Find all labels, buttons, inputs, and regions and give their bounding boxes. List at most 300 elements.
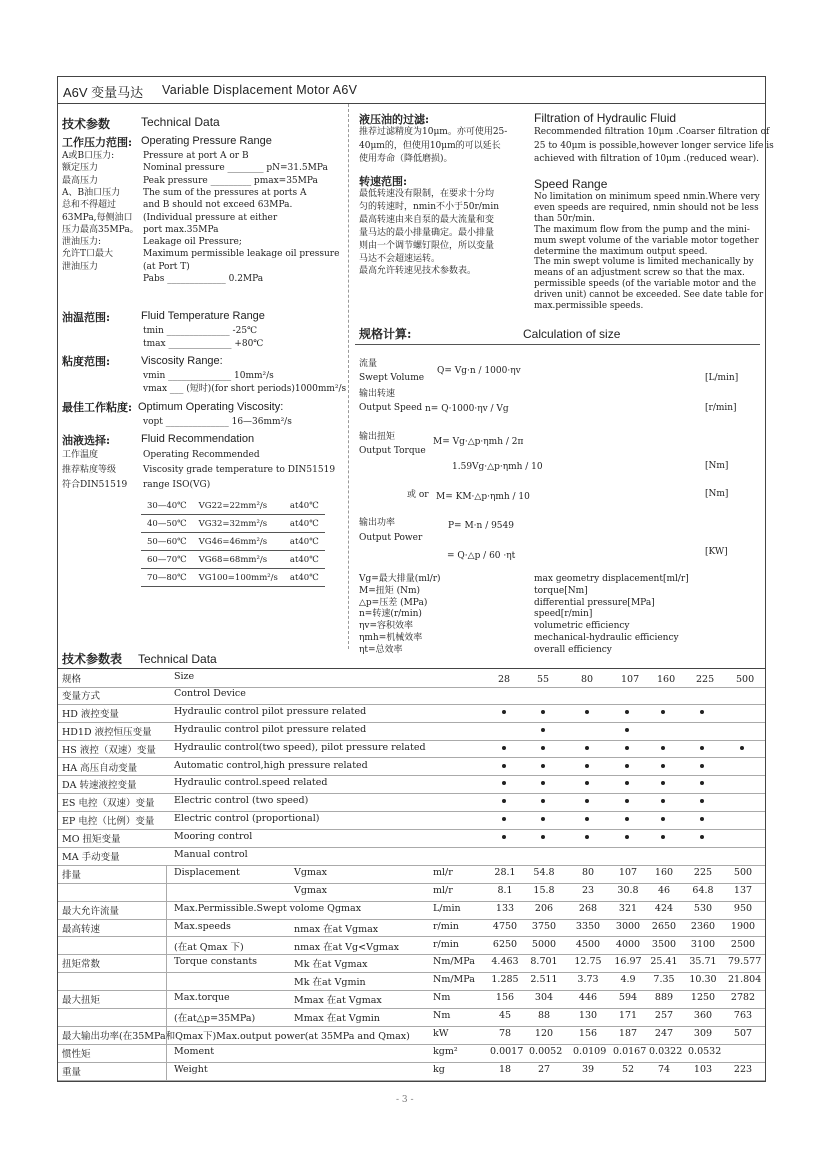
table-title-en: Technical Data [138, 652, 217, 666]
size-value: 500 [736, 674, 755, 685]
visc-line: vmin ______________ 10mm²/s [143, 371, 274, 381]
data-value: 0.0532 [688, 1045, 722, 1057]
fluid-cn-line: 符合DIN51519 [62, 480, 128, 490]
availability-dot [740, 746, 744, 750]
row-label-cn: 最高转速 [62, 923, 101, 935]
data-value: 360 [693, 1010, 713, 1022]
fluid-cn-line: 工作温度 [62, 450, 99, 460]
row-label-en: Max.torque [174, 992, 230, 1004]
row-label-cn: 规格 [62, 674, 82, 685]
data-value: 30.8 [617, 884, 639, 896]
data-value: 5000 [531, 938, 557, 950]
data-value: 107 [618, 866, 638, 878]
filt-cn-line: 使用寿命（降低磨损)。 [359, 154, 453, 164]
viscosity-row [141, 497, 325, 515]
legend-symbol: ηv=容积效率 [359, 621, 414, 632]
pressure-cn-line: 63MPa,每侧油口 [62, 212, 133, 223]
legend-description: speed[r/min] [534, 609, 593, 620]
table-divider [166, 972, 167, 990]
data-value: 4750 [492, 920, 518, 932]
row-label-cn: HD 液控变量 [62, 708, 119, 720]
viscosity-row [141, 515, 325, 533]
row-label-cn: 最大允许流量 [62, 905, 120, 917]
viscosity-row [141, 569, 325, 587]
speed-cn-line: 马达不会超速运转。 [359, 253, 441, 264]
speed-cn-line: 则由一个调节螺钉限位，所以变量 [359, 240, 495, 251]
legend-symbol: n=转速(r/min) [359, 609, 422, 620]
viscosity-cell: 40—50℃ [141, 515, 193, 533]
data-value: 247 [654, 1028, 674, 1039]
pressure-en-line: and B should not exceed 63MPa. [143, 200, 293, 211]
table-divider [166, 919, 167, 937]
availability-dot [661, 746, 665, 750]
data-value: 4000 [615, 938, 641, 950]
table-row [58, 758, 765, 777]
availability-dot [541, 817, 545, 821]
pressure-cn-line: 额定压力 [62, 163, 99, 174]
availability-dot [541, 764, 545, 768]
calc-torque-unit2: [Nm] [705, 489, 729, 499]
availability-dot [502, 746, 506, 750]
row-unit: ml/r [433, 884, 453, 896]
viscosity-cell: at40℃ [284, 533, 325, 551]
data-value: 6250 [492, 938, 518, 950]
row-symbol: Vgmax [294, 866, 327, 878]
pressure-en-line: Nominal pressure ________ pN=31.5MPa [143, 163, 328, 174]
data-value: 206 [534, 902, 554, 914]
availability-dot [700, 764, 704, 768]
availability-dot [502, 764, 506, 768]
table-row [58, 901, 765, 920]
size-value: 107 [621, 674, 640, 685]
header-title-en: Variable Displacement Motor A6V [162, 83, 358, 97]
viscosity-cell: 50—60℃ [141, 533, 193, 551]
filt-en-line: achieved with filtration of 10μm .(reduced wear). [534, 154, 759, 164]
table-divider [166, 883, 167, 901]
legend-description: mechanical-hydraulic efficiency [534, 633, 679, 643]
row-unit: kW [433, 1028, 449, 1039]
viscosity-row [141, 551, 325, 569]
availability-dot [661, 799, 665, 803]
table-divider [166, 901, 167, 919]
pressure-en-line: The sum of the pressures at ports A [143, 187, 307, 198]
availability-dot [541, 746, 545, 750]
data-value: 39 [581, 1063, 595, 1075]
speed-cn-line: 最高转速由来自泵的最大流量和变 [359, 214, 495, 225]
pressure-en-line: Peak pressure _________ pmax=35MPa [143, 175, 318, 186]
row-symbol: nmax 在at Vg<Vgmax [294, 941, 400, 953]
availability-dot [625, 799, 629, 803]
availability-dot [502, 835, 506, 839]
calc-en: Calculation of size [523, 327, 621, 341]
row-label-en: Hydraulic control pilot pressure related [174, 705, 367, 717]
availability-dot [661, 817, 665, 821]
table-divider [166, 865, 167, 883]
table-row [58, 1062, 765, 1081]
calc-divider [355, 344, 760, 345]
availability-dot [661, 710, 665, 714]
data-value: 424 [654, 902, 674, 914]
table-row [58, 793, 765, 812]
data-value: 257 [654, 1010, 674, 1022]
data-value: 54.8 [533, 866, 555, 878]
fluid-en-line: range ISO(VG) [143, 480, 211, 490]
calc-torque-formula1: M= Vg·△p·ηmh / 2π [433, 437, 524, 447]
legend-description: overall efficiency [534, 644, 612, 655]
table-row [58, 775, 765, 794]
speed-cn: 转速范围: [359, 175, 408, 188]
data-value: 7.35 [653, 974, 675, 986]
pressure-cn-line: A、B油口压力 [62, 187, 121, 198]
calc-power-en: Output Power [359, 533, 423, 543]
data-value: 15.8 [533, 884, 555, 896]
data-value: 52 [621, 1063, 635, 1075]
data-value: 309 [693, 1028, 713, 1039]
pressure-en: Operating Pressure Range [141, 135, 272, 147]
availability-dot [625, 710, 629, 714]
temp-cn: 油温范围: [62, 311, 111, 324]
data-value: 950 [733, 902, 753, 914]
speed-en-line: permissible speeds (of the variable motor and the [534, 279, 757, 290]
table-row [58, 704, 765, 723]
data-value: 4500 [575, 938, 601, 950]
viscosity-cell: 70—80℃ [141, 569, 193, 587]
temp-line: tmax ______________ +80℃ [143, 339, 264, 349]
legend-description: torque[Nm] [534, 585, 588, 596]
pressure-cn-line: 泄油压力 [62, 261, 99, 272]
row-symbol: Vgmax [294, 884, 327, 896]
data-value: 0.0322 [649, 1045, 683, 1057]
data-value: 3350 [575, 920, 601, 932]
table-row [58, 865, 765, 884]
calc-torque-formula2: 1.59Vg·△p·ηmh / 10 [452, 462, 543, 472]
calc-power-cn: 输出功率 [359, 518, 396, 528]
table-title-cn: 技术参数表 [62, 652, 123, 666]
calc-flow-cn: 流量 [359, 359, 378, 369]
data-value: 74 [657, 1063, 671, 1075]
data-value: 2360 [690, 920, 716, 932]
calc-flow-en: Swept Volume [359, 373, 425, 383]
calc-flow-unit: [L/min] [705, 373, 739, 383]
viscosity-cell: 60—70℃ [141, 551, 193, 569]
row-label-en: Torque constants [174, 956, 258, 968]
row-label-en: Moment [174, 1045, 215, 1057]
availability-dot [625, 746, 629, 750]
row-symbol: Mk 在at Vgmax [294, 959, 368, 971]
data-value: 763 [733, 1010, 753, 1022]
calc-torque-cn: 输出扭矩 [359, 432, 396, 442]
opt-cn: 最佳工作粘度: [62, 401, 133, 414]
speed-en-line: The min swept volume is limited mechanically by [534, 257, 754, 268]
availability-dot [625, 835, 629, 839]
row-label-en: Displacement [174, 866, 240, 878]
table-row [58, 883, 765, 902]
row-label-cn: DA 转速液控变量 [62, 780, 137, 792]
opt-en: Optimum Operating Viscosity: [138, 401, 284, 413]
data-value: 304 [534, 992, 554, 1004]
data-value: 446 [578, 992, 598, 1004]
row-unit: Nm [433, 992, 451, 1004]
availability-dot [661, 764, 665, 768]
table-row [58, 990, 765, 1009]
row-label-en: Automatic control,high pressure related [174, 759, 368, 771]
row-label-en: Weight [174, 1063, 208, 1075]
legend-symbol: M=扭矩 (Nm) [359, 585, 421, 596]
filt-cn-line: 推荐过滤精度为10μm。亦可使用25- [359, 127, 508, 137]
availability-dot [502, 799, 506, 803]
availability-dot [502, 817, 506, 821]
data-value: 171 [618, 1010, 638, 1022]
row-label-cn: HS 液控（双速）变量 [62, 744, 156, 756]
data-value: 88 [537, 1010, 551, 1022]
data-value: 45 [498, 1010, 512, 1022]
availability-dot [585, 781, 589, 785]
opt-line: vopt ______________ 16—36mm²/s [143, 417, 292, 427]
table-divider [166, 937, 167, 955]
data-value: 27 [537, 1063, 551, 1075]
viscosity-cell: 30—40℃ [141, 497, 193, 515]
row-label-en: Electric control (two speed) [174, 795, 309, 807]
row-unit: kgm² [433, 1045, 458, 1057]
calc-flow-formula: Q= Vg·n / 1000·ηv [437, 366, 521, 376]
table-divider [166, 954, 167, 972]
data-value: 79.577 [728, 956, 762, 968]
row-symbol: Mk 在at Vgmin [294, 977, 366, 989]
row-unit: r/min [433, 938, 459, 950]
data-value: 1250 [690, 992, 716, 1004]
pressure-cn-line: 泄油压力: [62, 237, 102, 248]
speed-en-line: even speeds are required, nmin should not be less [534, 202, 759, 213]
pressure-en-line: port max.35MPa [143, 224, 219, 235]
pressure-en-line: Pabs _____________ 0.2MPa [143, 274, 264, 284]
table-divider [166, 1062, 167, 1080]
row-unit: Nm/MPa [433, 956, 475, 968]
speed-en-line: No limitation on minimum speed nmin.Where very [534, 192, 760, 202]
pressure-cn-line: 总和不得超过 [62, 200, 117, 211]
calc-speed-cn: 输出转速 [359, 389, 396, 399]
data-value: 160 [654, 866, 674, 878]
row-symbol: Mmax 在at Vgmax [294, 995, 382, 1007]
data-value: 130 [578, 1010, 598, 1022]
row-unit: kg [433, 1063, 445, 1075]
calc-or: 或 or [407, 490, 429, 500]
visc-line: vmax ___ (短时)(for short periods)1000mm²/s [143, 384, 347, 394]
data-value: 3100 [690, 938, 716, 950]
temp-line: tmin ______________ -25℃ [143, 326, 258, 336]
data-value: 8.1 [497, 884, 513, 896]
table-row [58, 1044, 765, 1063]
filt-en-line: 25 to 40μm is possible,however longer service life is [534, 140, 774, 151]
availability-dot [585, 835, 589, 839]
data-value: 223 [733, 1063, 753, 1075]
data-value: 2782 [730, 992, 756, 1004]
row-unit: L/min [433, 902, 461, 914]
table-divider [166, 1044, 167, 1062]
visc-en: Viscosity Range: [141, 355, 223, 367]
data-value: 137 [733, 884, 753, 896]
row-label-en: Max.speeds [174, 920, 231, 932]
row-label-cn: HA 高压自动变量 [62, 762, 138, 774]
data-value: 78 [498, 1028, 512, 1039]
data-value: 156 [495, 992, 515, 1004]
availability-dot [585, 710, 589, 714]
tech-cn: 技术参数 [62, 117, 111, 131]
pressure-cn-line: 最高压力 [62, 175, 99, 186]
data-value: 594 [618, 992, 638, 1004]
table-row [58, 954, 765, 973]
row-label-en: Control Device [174, 687, 246, 699]
data-value: 46 [657, 884, 671, 896]
calc-cn: 规格计算: [359, 327, 412, 341]
availability-dot [700, 817, 704, 821]
availability-dot [700, 710, 704, 714]
data-value: 187 [618, 1028, 638, 1039]
data-value: 889 [654, 992, 674, 1004]
filt-en: Filtration of Hydraulic Fluid [534, 111, 677, 125]
data-value: 3750 [531, 920, 557, 932]
table-row [58, 937, 765, 956]
page-number: - 3 - [396, 1095, 414, 1105]
data-value: 10.30 [689, 974, 717, 986]
data-value: 225 [693, 866, 713, 878]
table-divider [166, 1008, 167, 1026]
row-label-en: Electric control (proportional) [174, 813, 320, 825]
data-value: 3500 [651, 938, 677, 950]
viscosity-cell: VG46=46mm²/s [193, 533, 284, 551]
data-value: 1900 [730, 920, 756, 932]
legend-description: volumetric efficiency [534, 621, 630, 632]
data-value: 321 [618, 902, 638, 914]
filt-cn-line: 40μm的，但使用10μm的可以延长 [359, 140, 501, 151]
row-label-en: Hydraulic control.speed related [174, 777, 328, 789]
data-value: 2500 [730, 938, 756, 950]
data-value: 28.1 [494, 866, 516, 878]
row-label-cn: 重量 [62, 1066, 82, 1078]
row-label-cn: 惯性矩 [62, 1048, 91, 1060]
availability-dot [700, 835, 704, 839]
fluid-cn-line: 推荐粘度等级 [62, 465, 117, 475]
data-value: 507 [733, 1028, 753, 1039]
calc-power-unit: [KW] [705, 547, 728, 557]
availability-dot [661, 835, 665, 839]
viscosity-cell: VG32=32mm²/s [193, 515, 284, 533]
row-label-en: Manual control [174, 849, 248, 860]
row-label-cn: HD1D 液控恒压变量 [62, 726, 152, 738]
row-label-en: Size [174, 671, 195, 682]
availability-dot [625, 728, 629, 732]
fluid-cn: 油液选择: [62, 434, 111, 447]
legend-symbol: Vg=最大排量(ml/r) [359, 574, 441, 584]
data-value: 530 [693, 902, 713, 914]
availability-dot [625, 781, 629, 785]
tech-en: Technical Data [141, 115, 220, 129]
speed-cn-line: 最低转速没有限制，在要求十分均 [359, 189, 495, 199]
availability-dot [700, 746, 704, 750]
fluid-en-line: Viscosity grade temperature to DIN51519 [143, 465, 336, 475]
speed-en-line: means of an adjustment screw so that the max. [534, 268, 745, 279]
table-row [58, 1026, 765, 1045]
data-value: 0.0109 [573, 1045, 607, 1057]
table-row [58, 972, 765, 991]
row-label-en: Hydraulic control pilot pressure related [174, 723, 367, 735]
table-row [58, 811, 765, 830]
row-label-en: Hydraulic control(two speed), pilot pressure related [174, 741, 426, 753]
calc-power-formula1: P= M·n / 9549 [448, 521, 514, 531]
pressure-cn-line: 允许T口最大 [62, 249, 114, 260]
row-label-cn: 最大扭矩 [62, 995, 101, 1007]
data-value: 2.511 [530, 974, 558, 986]
row-label-cn: 排量 [62, 869, 82, 881]
row-label-cn: ES 电控（双速）变量 [62, 798, 155, 810]
data-value: 500 [733, 866, 753, 878]
data-value: 156 [578, 1028, 598, 1039]
availability-dot [700, 781, 704, 785]
calc-power-formula2: = Q·△p / 60 ·ηt [447, 551, 516, 561]
column-divider [348, 104, 349, 649]
speed-en: Speed Range [534, 177, 608, 191]
viscosity-cell: VG22=22mm²/s [193, 497, 284, 515]
filt-en-line: Recommended filtration 10μm .Coarser filtration of [534, 127, 770, 137]
data-value: 12.75 [574, 956, 602, 968]
data-value: 0.0167 [613, 1045, 647, 1057]
row-unit: Nm/MPa [433, 974, 475, 986]
table-row [58, 847, 765, 866]
pressure-cn: 工作压力范围: [62, 136, 133, 149]
speed-en-line: mum swept volume of the variable motor together [534, 235, 759, 246]
data-value: 1.285 [491, 974, 519, 986]
filt-cn: 液压油的过滤: [359, 113, 430, 126]
row-symbol: Mmax 在at Vgmin [294, 1013, 380, 1025]
table-row [58, 919, 765, 938]
pressure-en-line: (Individual pressure at either [143, 212, 278, 223]
header-title-cn: A6V 变量马达 [63, 85, 144, 100]
pressure-en-line: (at Port T) [143, 261, 190, 272]
pressure-cn-line: 压力最高35MPa。 [62, 224, 139, 235]
row-unit: r/min [433, 920, 459, 932]
legend-description: differential pressure[MPa] [534, 597, 655, 608]
data-value: 4.463 [491, 956, 519, 968]
data-value: 4.9 [620, 974, 636, 986]
fluid-en: Fluid Recommendation [141, 433, 255, 445]
availability-dot [541, 799, 545, 803]
availability-dot [585, 799, 589, 803]
calc-torque-formula3: M= KM·△p·ηmh / 10 [436, 492, 530, 502]
row-label-en: (在at Qmax 下) [174, 941, 244, 953]
speed-cn-line: 量马达的最小排量确定。最小排量 [359, 227, 495, 238]
table-row [58, 686, 765, 705]
table-row [58, 722, 765, 741]
data-value: 64.8 [692, 884, 714, 896]
data-value: 23 [581, 884, 595, 896]
data-value: 0.0017 [490, 1045, 524, 1057]
table-row [58, 1008, 765, 1027]
speed-cn-line: 匀的转速时，nmin不小于50r/min [359, 201, 500, 212]
temp-en: Fluid Temperature Range [141, 310, 265, 322]
availability-dot [625, 817, 629, 821]
calc-speed-formula: n= Q·1000·ηv / Vg [425, 404, 509, 414]
data-value: 2650 [651, 920, 677, 932]
availability-dot [585, 746, 589, 750]
viscosity-cell: VG100=100mm²/s [193, 569, 284, 587]
viscosity-cell: at40℃ [284, 497, 325, 515]
data-value: 3.73 [577, 974, 599, 986]
viscosity-cell: at40℃ [284, 515, 325, 533]
row-unit: Nm [433, 1010, 451, 1022]
page-header [58, 77, 765, 104]
size-value: 55 [537, 674, 550, 685]
data-value: 120 [534, 1028, 554, 1039]
data-value: 0.0052 [529, 1045, 563, 1057]
